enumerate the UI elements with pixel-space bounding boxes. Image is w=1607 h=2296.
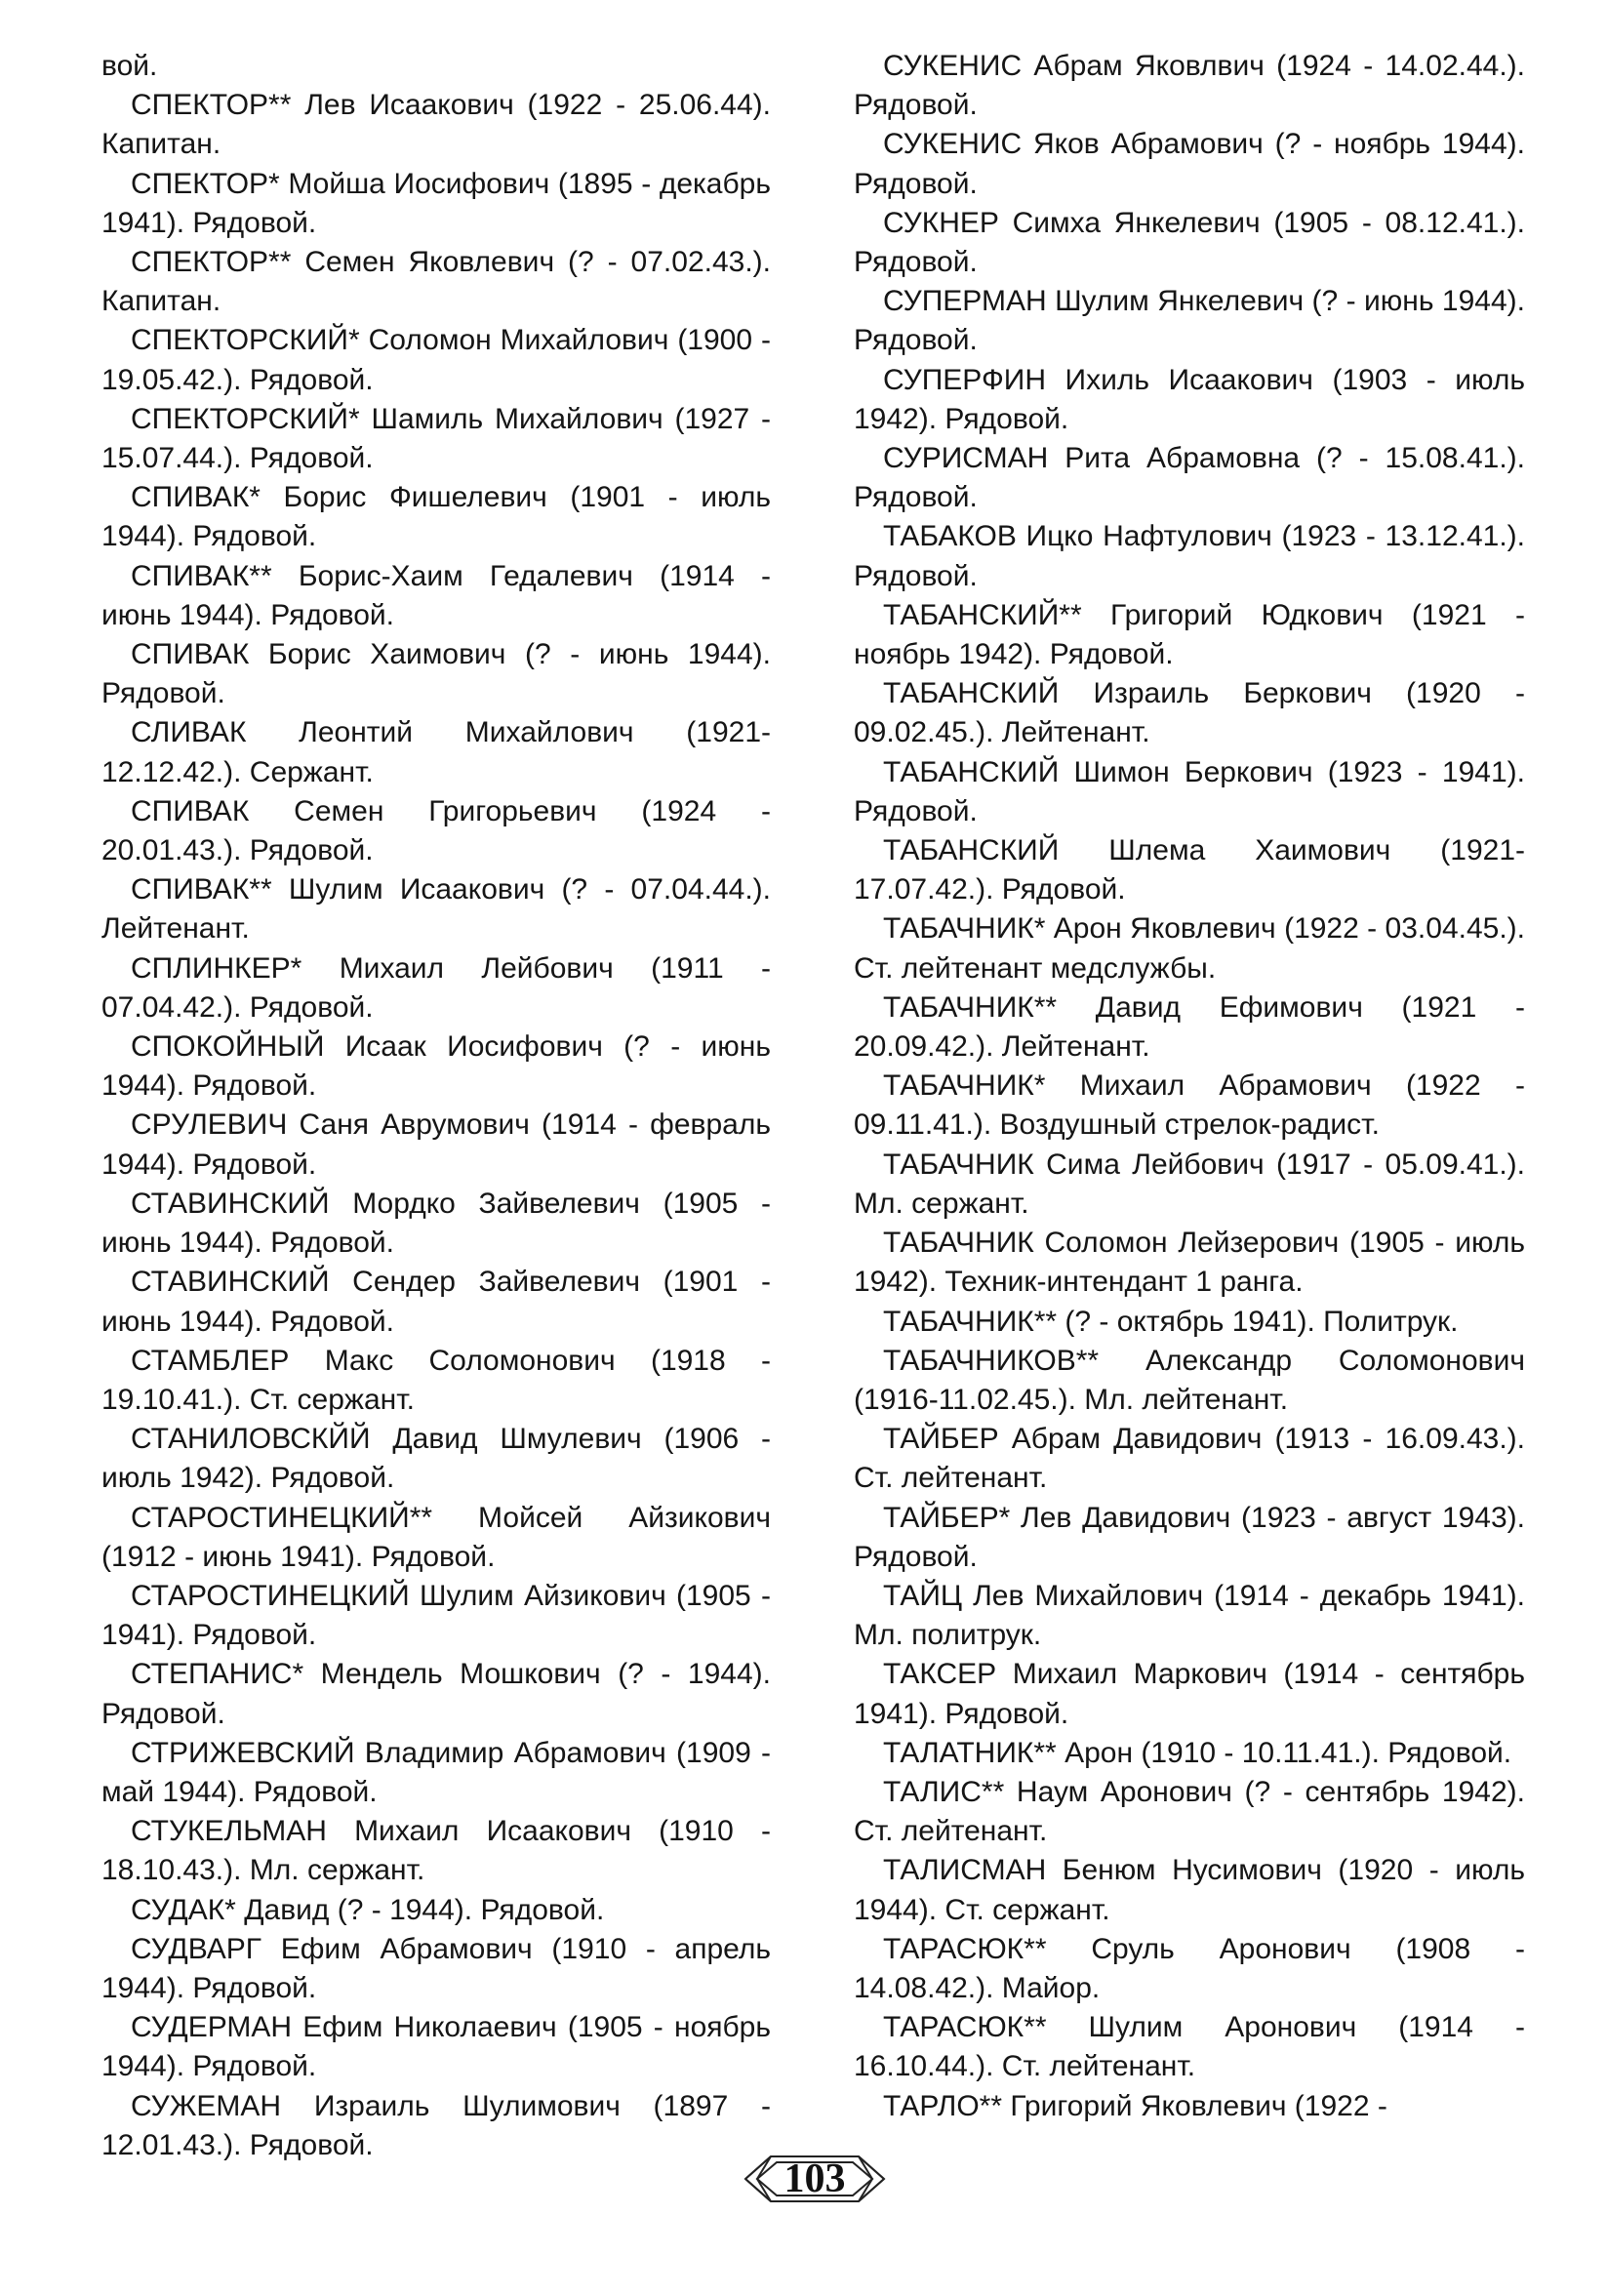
list-item: ТАБАЧНИКОВ** Александр Соломонович (1916-11.02.45.). Мл. лейтенант. (854, 1344, 1525, 1416)
list-item: СПИВАК Семен Григорьевич (1924 - 20.01.43.). Рядовой. (101, 794, 771, 867)
list-item: СТАВИНСКИЙ Мордко Зайвелевич (1905 - июнь 1944). Рядовой. (101, 1187, 771, 1260)
list-item: СПЕКТОР** Лев Исаакович (1922 - 25.06.44). Капитан. (101, 89, 771, 161)
list-item: ТАЙБЕР* Лев Давидович (1923 - август 1943). Рядовой. (854, 1501, 1525, 1573)
list-item: СПЕКТОРСКИЙ* Шамиль Михайлович (1927 - 15.07.44.). Рядовой. (101, 402, 771, 475)
list-item: ТАБАЧНИК** Давид Ефимович (1921 - 20.09.42.). Лейтенант. (854, 990, 1525, 1064)
list-item: СУДВАРГ Ефим Абрамович (1910 - апрель 1944). Рядовой. (101, 1932, 771, 2004)
list-item: СЛИВАК Леонтий Михайлович (1921-12.12.42.). Сержант. (101, 716, 771, 788)
list-item: СУКЕНИС Абрам Яковлвич (1924 - 14.02.44.). Рядовой. (854, 50, 1525, 122)
list-item: ТАРАСЮК** Шулим Аронович (1914 - 16.10.44.). Ст. лейтенант. (854, 2011, 1525, 2083)
list-item: ТАБАНСКИЙ Шлема Хаимович (1921-17.07.42.). Рядовой. (854, 834, 1525, 906)
list-item: СТАРОСТИНЕЦКИЙ Шулим Айзикович (1905 - 1941). Рядовой. (101, 1579, 771, 1652)
list-item: СУЖЕМАН Израиль Шулимович (1897 - 12.01.43.). Рядовой. (101, 2089, 771, 2161)
list-item: ТАРАСЮК** Сруль Аронович (1908 - 14.08.42.). Майор. (854, 1932, 1525, 2004)
list-item: СПЕКТОРСКИЙ* Соломон Михайлович (1900 - 19.05.42.). Рядовой. (101, 324, 771, 396)
left-column (101, 47, 771, 2165)
list-item: СУДАК* Давид (? - 1944). Рядовой. (131, 1893, 605, 1926)
list-item: СПЕКТОР** Семен Яковлевич (? - 07.02.43.). Капитан. (101, 246, 771, 318)
list-item: ТАБАЧНИК Сима Лейбович (1917 - 05.09.41.). Мл. сержант. (854, 1148, 1525, 1220)
list-item: СУКЕНИС Яков Абрамович (? - ноябрь 1944). Рядовой. (854, 128, 1525, 200)
list-item: СТАВИНСКИЙ Сендер Зайвелевич (1901 - июнь 1944). Рядовой. (101, 1266, 771, 1338)
list-item: ТАЙБЕР Абрам Давидович (1913 - 16.09.43.). Ст. лейтенант. (854, 1423, 1525, 1495)
list-item: ТАБАЧНИК** (? - октябрь 1941). Политрук. (883, 1305, 1459, 1338)
list-item: ТАБАЧНИК Соломон Лейзерович (1905 - июль 1942). Техник-интендант 1 ранга. (854, 1227, 1525, 1299)
list-item: СУРИСМАН Рита Абрамовна (? - 15.08.41.). Рядовой. (854, 442, 1525, 514)
list-item: СТРИЖЕВСКИЙ Владимир Абрамович (1909 - май 1944). Рядовой. (101, 1736, 771, 1808)
list-item: СПОКОЙНЫЙ Исаак Иосифович (? - июнь 1944). Рядовой. (101, 1030, 771, 1103)
list-item: ТАБАЧНИК* Арон Яковлевич (1922 - 03.04.45.). Ст. лейтенант медслужбы. (854, 912, 1525, 985)
list-item: СПИВАК** Шулим Исаакович (? - 07.04.44.). Лейтенант. (101, 873, 771, 946)
list-item: ТАБАЧНИК* Михаил Абрамович (1922 - 09.11.41.). Воздушный стрелок-радист. (854, 1069, 1525, 1142)
list-item: ТАЙЦ Лев Михайлович (1914 - декабрь 1941). Мл. политрук. (854, 1579, 1525, 1652)
list-item: СУДЕРМАН Ефим Николаевич (1905 - ноябрь 1944). Рядовой. (101, 2011, 771, 2083)
list-item: вой. (101, 50, 158, 82)
list-item: СТАМБЛЕР Макс Соломонович (1918 - 19.10.41.). Ст. сержант. (101, 1344, 771, 1416)
list-item: ТАБАНСКИЙ Израиль Беркович (1920 - 09.02.45.). Лейтенант. (854, 677, 1525, 749)
list-item: ТАКСЕР Михаил Маркович (1914 - сентябрь 1941). Рядовой. (854, 1658, 1525, 1730)
list-item: СПЕКТОР* Мойша Иосифович (1895 - декабрь 1941). Рядовой. (101, 167, 771, 239)
list-item: ТАЛИСМАН Бенюм Нусимович (1920 - июль 1944). Ст. сержант. (854, 1854, 1525, 1926)
list-item: СПИВАК* Борис Фишелевич (1901 - июль 1944). Рядовой. (101, 481, 771, 553)
list-item: СТУКЕЛЬМАН Михаил Исаакович (1910 - 18.10.43.). Мл. сержант. (101, 1815, 771, 1887)
list-item: ТАБАНСКИЙ Шимон Беркович (1923 - 1941). Рядовой. (854, 755, 1525, 827)
list-item: ТАБАКОВ Ицко Нафтулович (1923 - 13.12.41.). Рядовой. (854, 520, 1525, 592)
list-item: ТАЛИС** Наум Аронович (? - сентябрь 1942). Ст. лейтенант. (854, 1775, 1525, 1848)
list-item: СУПЕРФИН Ихиль Исаакович (1903 - июль 1942). Рядовой. (854, 363, 1525, 435)
list-item: СПЛИНКЕР* Михаил Лейбович (1911 - 07.04.42.). Рядовой. (101, 951, 771, 1024)
list-item: СПИВАК Борис Хаимович (? - июнь 1944). Рядовой. (101, 638, 771, 710)
list-item: СТАРОСТИНЕЦКИЙ** Мойсей Айзикович (1912 - июнь 1941). Рядовой. (101, 1501, 771, 1573)
list-item: СПИВАК** Борис-Хаим Гедалевич (1914 - июнь 1944). Рядовой. (101, 559, 771, 631)
list-item: ТАБАНСКИЙ** Григорий Юдкович (1921 - ноябрь 1942). Рядовой. (854, 598, 1525, 671)
list-item: СТЕПАНИС* Мендель Мошкович (? - 1944). Рядовой. (101, 1658, 771, 1730)
list-item: СРУЛЕВИЧ Саня Аврумович (1914 - февраль 1944). Рядовой. (101, 1108, 771, 1181)
list-item: СУКНЕР Симха Янкелевич (1905 - 08.12.41.). Рядовой. (854, 206, 1525, 279)
right-column (854, 47, 1525, 2126)
list-item: ТАРЛО** Григорий Яковлевич (1922 - (883, 2089, 1387, 2122)
page-number-label: 103 (783, 2156, 846, 2201)
page-number (742, 2153, 888, 2205)
list-item: СТАНИЛОВСКЙЙ Давид Шмулевич (1906 - июль 1942). Рядовой. (101, 1423, 771, 1495)
list-item: СУПЕРМАН Шулим Янкелевич (? - июнь 1944). Рядовой. (854, 285, 1525, 357)
list-item: ТАЛАТНИК** Арон (1910 - 10.11.41.). Рядовой. (883, 1736, 1512, 1769)
